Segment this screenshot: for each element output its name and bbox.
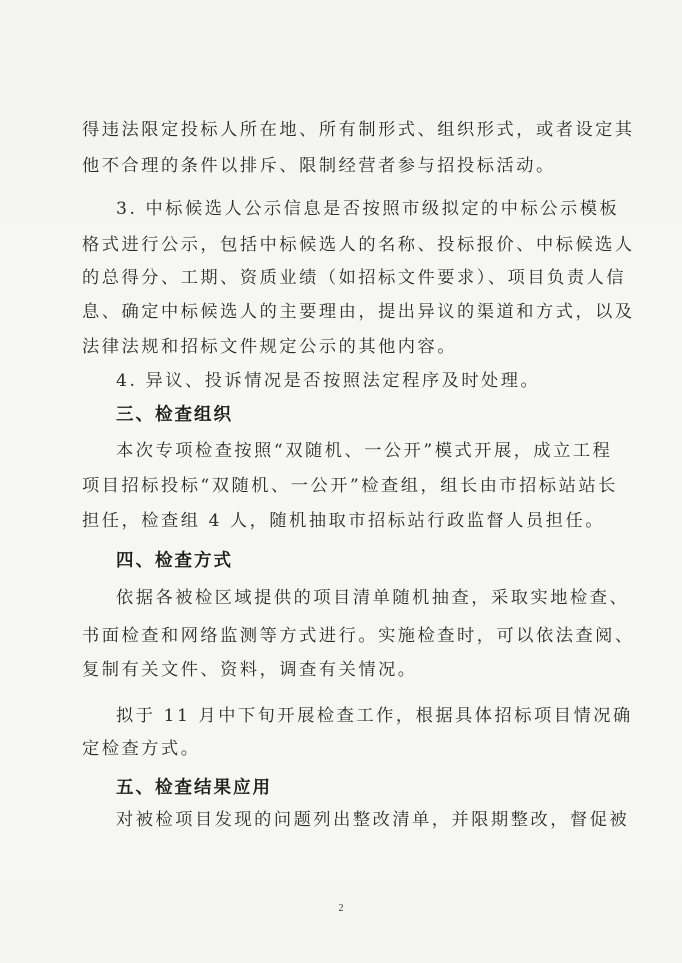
page-number: 2 (338, 903, 344, 914)
paragraph-line: 书面检查和网络监测等方式进行。实施检查时，可以依法查阅、 (82, 626, 635, 646)
paragraph-line: 拟于 11 月中下旬开展检查工作，根据具体招标项目情况确 (116, 706, 633, 726)
paragraph-line: 息、确定中标候选人的主要理由，提出异议的渠道和方式，以及 (82, 302, 635, 322)
paragraph-line: 的总得分、工期、资质业绩（如招标文件要求）、项目负责人信 (82, 268, 627, 288)
paragraph-line: 本次专项检查按照“双随机、一公开”模式开展，成立工程 (116, 441, 613, 461)
section-heading: 三、检查组织 (116, 405, 233, 425)
paragraph-line: 担任，检查组 4 人，随机抽取市招标站行政监督人员担任。 (82, 511, 605, 531)
paragraph-line: 定检查方式。 (82, 739, 201, 759)
paragraph-line: 3. 中标候选人公示信息是否按照市级拟定的中标公示模板 (116, 199, 620, 219)
section-heading: 四、检查方式 (116, 551, 233, 571)
paragraph-line: 项目招标投标“双随机、一公开”检查组，组长由市招标站站长 (82, 476, 618, 496)
paragraph-line: 对被检项目发现的问题列出整改清单，并限期整改，督促被 (116, 810, 630, 830)
paragraph-line: 复制有关文件、资料，调查有关情况。 (82, 660, 418, 680)
paragraph-line: 依据各被检区域提供的项目清单随机抽查，采取实地检查、 (116, 588, 630, 608)
paragraph-line: 格式进行公示，包括中标候选人的名称、投标报价、中标候选人 (82, 235, 635, 255)
paragraph-line: 4. 异议、投诉情况是否按照法定程序及时处理。 (116, 371, 541, 391)
section-heading: 五、检查结果应用 (116, 778, 272, 798)
paragraph-line: 法律法规和招标文件规定公示的其他内容。 (82, 337, 458, 357)
paragraph-line: 他不合理的条件以排斥、限制经营者参与招投标活动。 (82, 156, 556, 176)
paragraph-line: 得违法限定投标人所在地、所有制形式、组织形式，或者设定其 (82, 120, 635, 140)
